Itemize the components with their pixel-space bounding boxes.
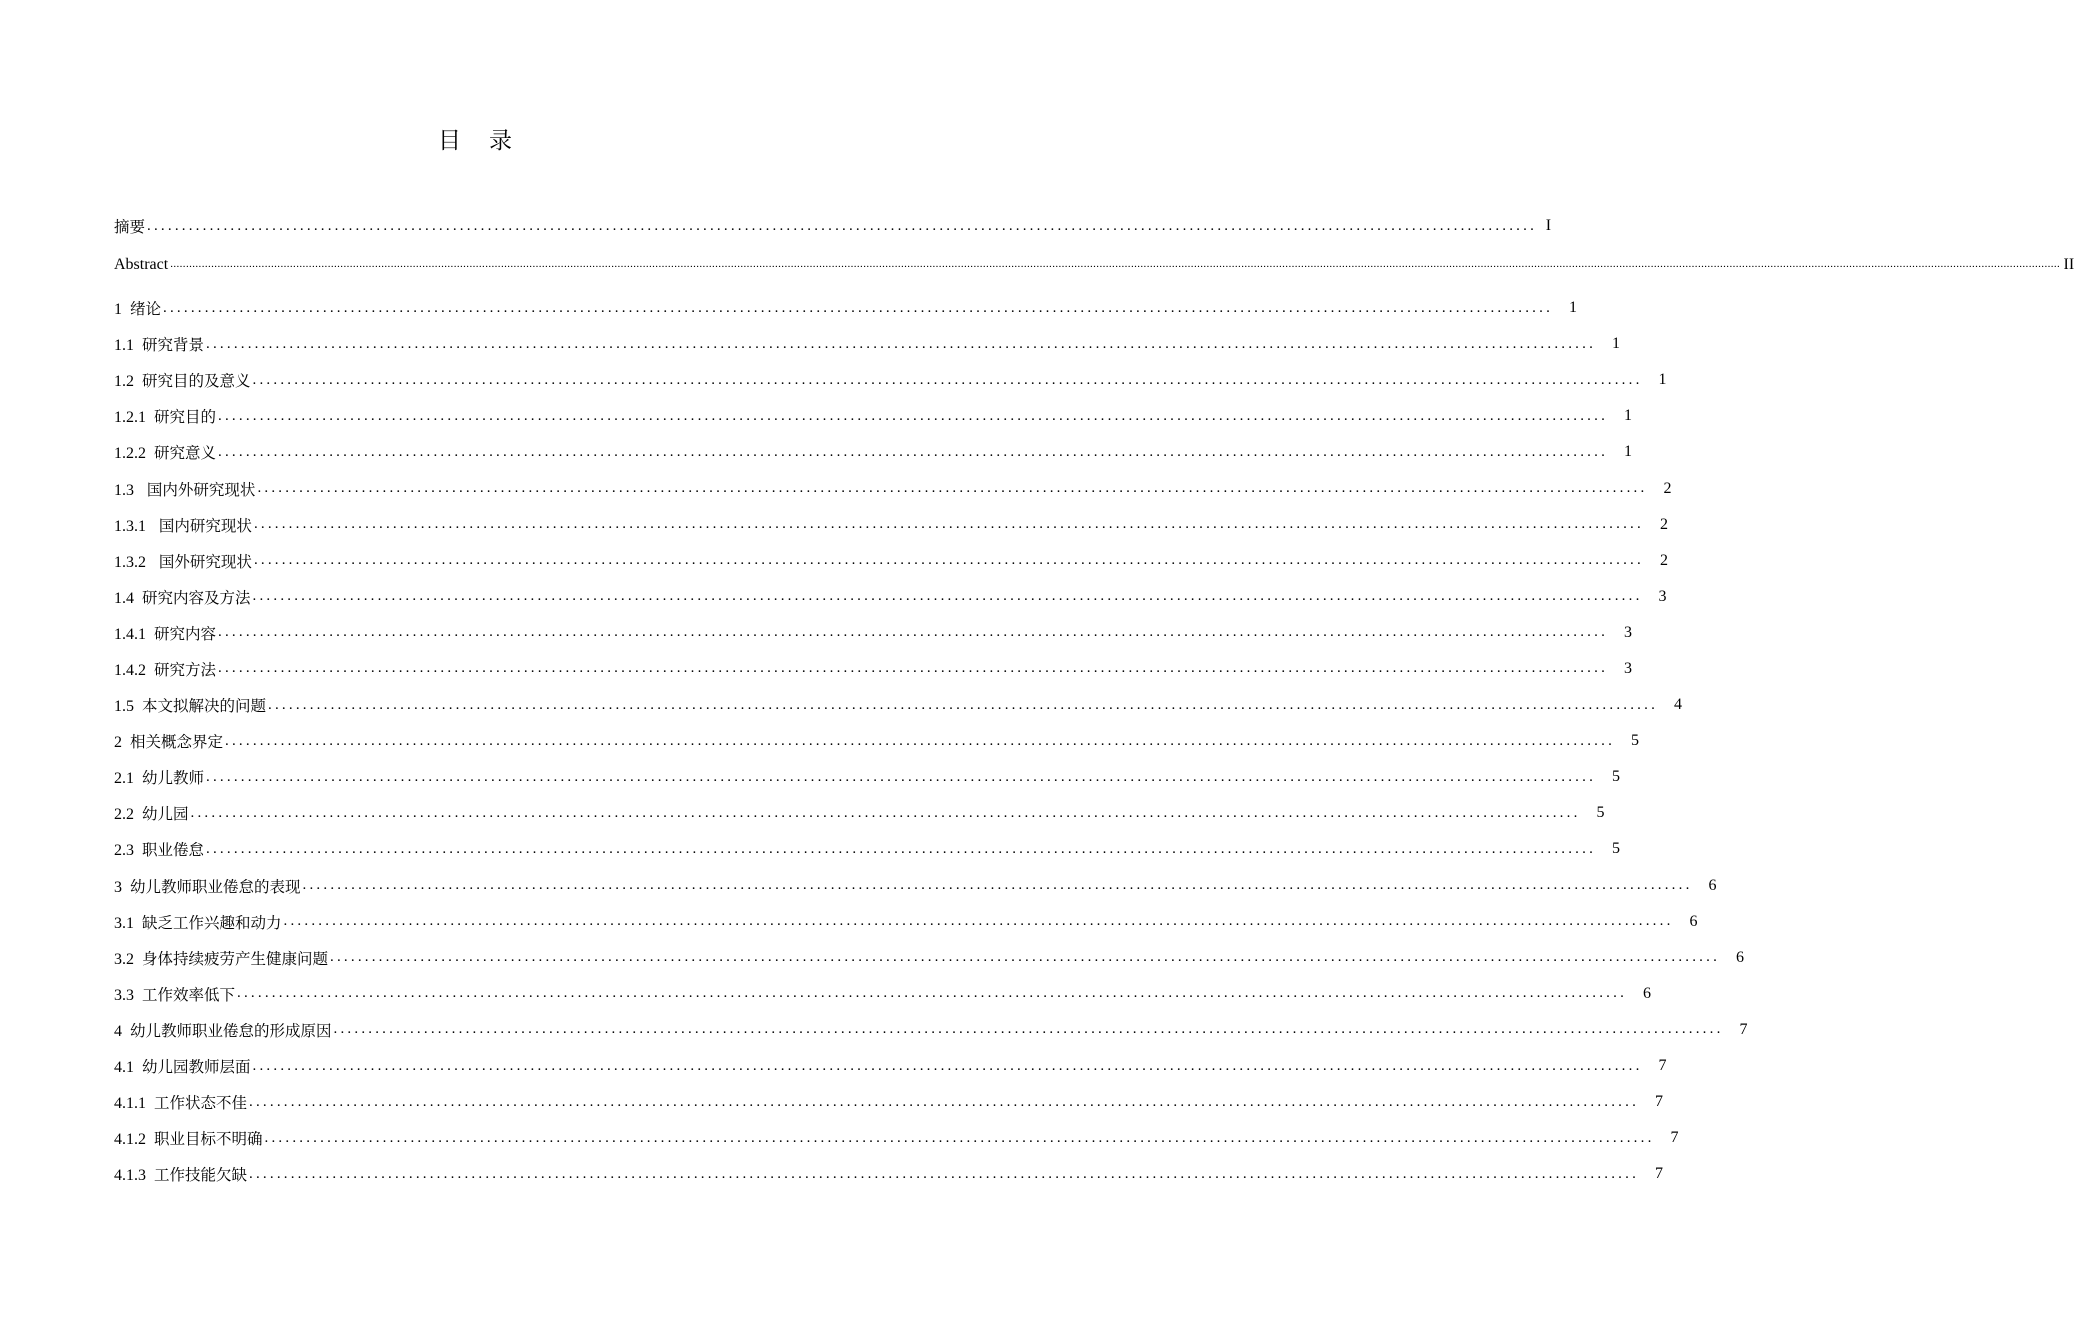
toc-entry-text: 幼儿教师 — [142, 769, 205, 788]
toc-entry[interactable] — [114, 651, 1633, 687]
toc-dot-leader: ........................................................................................................................................................................................................ — [253, 516, 1644, 533]
toc-entry-text: 本文拟解决的问题 — [142, 697, 267, 716]
toc-entry-text: 研究内容 — [154, 624, 217, 643]
toc-entry[interactable] — [114, 1048, 1667, 1084]
toc-entry[interactable] — [114, 213, 1552, 239]
toc-entry-label — [114, 586, 251, 608]
toc-entry-page-number: II — [2063, 255, 2074, 273]
toc-entry[interactable] — [114, 1120, 1679, 1156]
toc-entry-text: 身体持续疲劳产生健康问题 — [142, 949, 329, 968]
toc-entry-text: 幼儿教师职业倦怠的形成原因 — [130, 1021, 332, 1040]
toc-entry-number: 1.4 — [114, 589, 134, 607]
toc-title-char-2: 录 — [489, 128, 512, 154]
toc-title — [0, 122, 950, 155]
toc-dot-leader: ........................................................................................................................................................................................................ — [257, 480, 1648, 497]
toc-dot-leader: ........................................................................................................................................................................................................................................................................................................................................................................................................................................................................................................................................................................................................................ — [170, 258, 2061, 270]
toc-entry-page-number: 2 — [1659, 551, 1668, 569]
toc-entry-text: 研究内容及方法 — [142, 588, 251, 607]
toc-entry-number: 2.2 — [114, 806, 134, 824]
toc-entry-number: 1.3 — [114, 481, 134, 499]
toc-entry-text: 幼儿教师职业倦怠的表现 — [130, 877, 301, 896]
toc-dot-leader: ........................................................................................................................................................................................................ — [206, 335, 1597, 352]
toc-entry-page-number: 6 — [1708, 876, 1717, 894]
toc-entry[interactable] — [114, 868, 1717, 904]
toc-entry-label — [114, 730, 223, 752]
table-of-contents — [114, 213, 2074, 1192]
toc-entry-text: 摘要 — [114, 218, 146, 236]
toc-entry-page-number: 7 — [1655, 1165, 1664, 1183]
toc-entry-number: 1.4.1 — [114, 625, 146, 643]
toc-entry-number: 1 — [114, 301, 122, 319]
toc-dot-leader: ........................................................................................................................................................................................................ — [225, 732, 1616, 749]
toc-entry-label — [114, 694, 266, 716]
toc-entry-page-number: 1 — [1569, 299, 1578, 317]
toc-dot-leader: ........................................................................................................................................................................................................ — [237, 985, 1628, 1002]
toc-entry[interactable] — [114, 543, 1668, 579]
toc-entry-label — [114, 658, 216, 680]
toc-entry[interactable] — [114, 723, 1640, 759]
toc-entry-text: 幼儿园 — [142, 805, 189, 824]
toc-entry-page-number: 4 — [1674, 696, 1683, 714]
toc-entry-text: 研究方法 — [154, 660, 217, 679]
toc-entry-page-number: 6 — [1736, 948, 1745, 966]
toc-entry[interactable] — [114, 507, 1668, 543]
toc-entry-number: 1.2 — [114, 373, 134, 391]
toc-entry-text: 幼儿园教师层面 — [142, 1058, 251, 1077]
toc-entry-number: 1.2.1 — [114, 409, 146, 427]
toc-dot-leader: ........................................................................................................................................................................................................ — [252, 588, 1643, 605]
toc-entry-text: 国外研究现状 — [154, 552, 252, 571]
toc-entry-text: 职业目标不明确 — [154, 1130, 263, 1149]
toc-entry-number: 4 — [114, 1022, 122, 1040]
toc-entry-label — [114, 369, 251, 391]
toc-entry-text: 研究背景 — [142, 336, 205, 355]
toc-entry-text: 工作效率低下 — [142, 985, 236, 1004]
toc-entry[interactable] — [114, 1156, 1664, 1192]
toc-dot-leader: ........................................................................................................................................................................................................ — [249, 1093, 1640, 1110]
toc-dot-leader: ........................................................................................................................................................................................................ — [190, 804, 1581, 821]
toc-dot-leader: ........................................................................................................................................................................................................ — [330, 949, 1721, 966]
toc-entry[interactable] — [114, 976, 1652, 1012]
toc-entry-page-number: 6 — [1643, 984, 1652, 1002]
toc-entry-page-number: I — [1545, 217, 1552, 234]
toc-entry-label — [114, 514, 252, 536]
toc-entry-text: 研究目的 — [154, 408, 217, 427]
toc-entry-text: 国内外研究现状 — [142, 480, 256, 499]
toc-dot-leader: ........................................................................................................................................................................................................ — [333, 1021, 1724, 1038]
toc-entry-page-number: 3 — [1658, 587, 1667, 605]
toc-entry-page-number: 5 — [1612, 840, 1621, 858]
toc-entry-text: 研究意义 — [154, 444, 217, 463]
toc-entry[interactable] — [114, 1012, 1748, 1048]
toc-entry-page-number: 5 — [1631, 732, 1640, 750]
toc-entry-label — [114, 297, 161, 319]
toc-entry-text: 绪论 — [130, 300, 162, 319]
toc-dot-leader: ........................................................................................................................................................................................................ — [163, 299, 1554, 316]
toc-entry-label — [114, 333, 204, 355]
toc-entry-page-number: 7 — [1670, 1129, 1679, 1147]
toc-dot-leader: ........................................................................................................................................................................................................ — [206, 768, 1597, 785]
toc-dot-leader: ........................................................................................................................................................................................................ — [218, 407, 1609, 424]
toc-entry-page-number: 3 — [1624, 659, 1633, 677]
toc-dot-leader: ........................................................................................................................................................................................................ — [218, 660, 1609, 677]
toc-dot-leader: ........................................................................................................................................................................................................ — [264, 1129, 1655, 1146]
toc-dot-leader: ........................................................................................................................................................................................................ — [218, 443, 1609, 460]
toc-dot-leader: ........................................................................................................................................................................................................ — [252, 371, 1643, 388]
toc-entry-label — [114, 622, 216, 644]
toc-entry-label — [114, 215, 145, 237]
toc-entry[interactable] — [114, 239, 2074, 290]
toc-entry-text: 工作技能欠缺 — [154, 1166, 248, 1185]
toc-entry-text: Abstract — [114, 255, 169, 273]
toc-entry-label — [114, 947, 328, 969]
toc-entry[interactable] — [114, 290, 1578, 326]
toc-entry-number: 1.4.2 — [114, 661, 146, 679]
toc-dot-leader: ........................................................................................................................................................................................................ — [268, 696, 1659, 713]
toc-entry[interactable] — [114, 831, 1621, 867]
toc-entry-number: 3.3 — [114, 986, 134, 1004]
toc-entry-page-number: 5 — [1596, 804, 1605, 822]
toc-entry-label — [114, 983, 235, 1005]
toc-entry-number: 4.1.2 — [114, 1131, 146, 1149]
toc-entry-page-number: 7 — [1655, 1093, 1664, 1111]
toc-entry-number: 1.1 — [114, 337, 134, 355]
toc-entry[interactable] — [114, 615, 1633, 651]
toc-entry-number: 3 — [114, 878, 122, 896]
toc-entry-label — [114, 1055, 251, 1077]
toc-dot-leader: ........................................................................................................................................................................................................ — [302, 877, 1693, 894]
toc-entry-number: 4.1.1 — [114, 1095, 146, 1113]
toc-entry-number: 2.1 — [114, 770, 134, 788]
toc-entry-page-number: 5 — [1612, 768, 1621, 786]
toc-entry[interactable] — [114, 470, 1672, 506]
toc-entry-label — [114, 1019, 332, 1041]
toc-entry-number: 2.3 — [114, 842, 134, 860]
toc-entry-page-number: 1 — [1624, 407, 1633, 425]
toc-entry-label — [114, 838, 204, 860]
toc-dot-leader: ........................................................................................................................................................................................................ — [283, 913, 1674, 930]
toc-entry[interactable] — [114, 940, 1745, 976]
toc-entry-number: 4.1.3 — [114, 1167, 146, 1185]
toc-entry-text: 缺乏工作兴趣和动力 — [142, 913, 282, 932]
toc-entry-text: 研究目的及意义 — [142, 372, 251, 391]
toc-entry-page-number: 6 — [1689, 912, 1698, 930]
toc-entry[interactable] — [114, 398, 1633, 434]
toc-entry-label — [114, 256, 168, 274]
toc-dot-leader: ........................................................................................................................................................................................................ — [253, 552, 1644, 569]
toc-entry[interactable] — [114, 434, 1633, 470]
toc-entry-label — [114, 1091, 247, 1113]
toc-entry[interactable] — [114, 579, 1667, 615]
toc-dot-leader: ........................................................................................................................................................................................................ — [252, 1057, 1643, 1074]
toc-entry[interactable] — [114, 759, 1621, 795]
toc-entry-label — [114, 441, 216, 463]
toc-entry-text: 国内研究现状 — [154, 516, 252, 535]
toc-entry-label — [114, 911, 282, 933]
toc-entry-page-number: 1 — [1624, 443, 1633, 461]
toc-entry-page-number: 1 — [1612, 335, 1621, 353]
toc-entry-number: 1.2.2 — [114, 445, 146, 463]
toc-entry-number: 1.3.1 — [114, 517, 146, 535]
toc-entry-number: 3.2 — [114, 950, 134, 968]
toc-entry-number: 4.1 — [114, 1059, 134, 1077]
toc-dot-leader: ........................................................................................................................................................................................................ — [206, 840, 1597, 857]
toc-entry-label — [114, 875, 301, 897]
toc-entry-label — [114, 1127, 263, 1149]
toc-entry[interactable] — [114, 1084, 1664, 1120]
toc-entry[interactable] — [114, 687, 1683, 723]
toc-entry-number: 3.1 — [114, 914, 134, 932]
toc-entry-page-number: 1 — [1658, 371, 1667, 389]
toc-entry-page-number: 3 — [1624, 623, 1633, 641]
toc-entry-number: 1.3.2 — [114, 553, 146, 571]
toc-entry-page-number: 7 — [1658, 1057, 1667, 1075]
toc-dot-leader: ........................................................................................................................................................................................................ — [218, 624, 1609, 641]
toc-entry-label — [114, 478, 255, 500]
toc-entry[interactable] — [114, 326, 1621, 362]
toc-dot-leader: ........................................................................................................................................................................................................ — [147, 217, 1538, 234]
toc-entry[interactable] — [114, 795, 1605, 831]
toc-entry-page-number: 7 — [1739, 1020, 1748, 1038]
toc-entry-number: 2 — [114, 734, 122, 752]
toc-entry-label — [114, 405, 216, 427]
toc-entry-number: 1.5 — [114, 698, 134, 716]
toc-entry-label — [114, 766, 204, 788]
toc-entry-text: 工作状态不佳 — [154, 1094, 248, 1113]
toc-title-char-1: 目 — [438, 128, 461, 154]
toc-entry[interactable] — [114, 362, 1667, 398]
toc-entry-label — [114, 802, 189, 824]
toc-entry-text: 职业倦怠 — [142, 841, 205, 860]
toc-entry[interactable] — [114, 904, 1698, 940]
toc-entry-text: 相关概念界定 — [130, 733, 224, 752]
toc-entry-label — [114, 1163, 247, 1185]
toc-entry-label — [114, 550, 252, 572]
toc-dot-leader: ........................................................................................................................................................................................................ — [249, 1165, 1640, 1182]
toc-entry-page-number: 2 — [1663, 479, 1672, 497]
toc-entry-page-number: 2 — [1659, 515, 1668, 533]
